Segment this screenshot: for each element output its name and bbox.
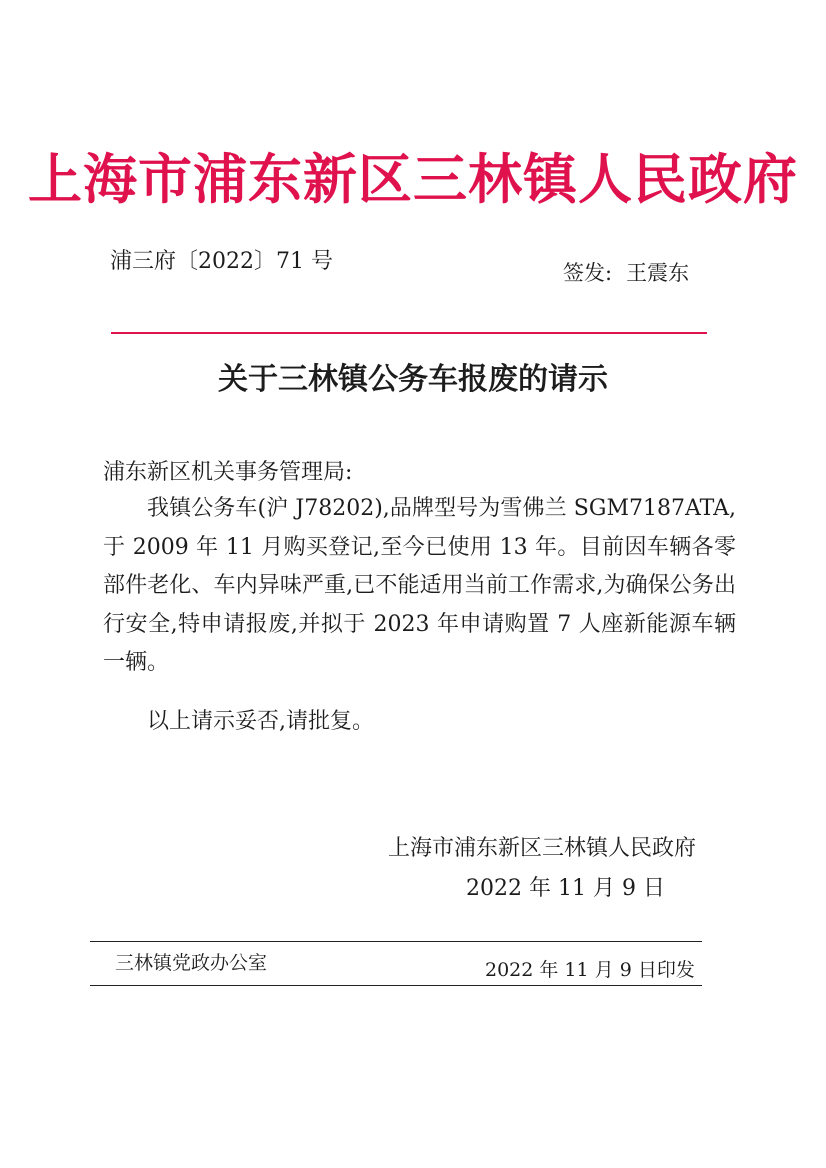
red-separator-line [111,332,707,334]
signer-name: 王震东 [626,261,690,285]
document-number: 浦三府〔2022〕71 号 [110,249,333,274]
issuing-office: 三林镇党政办公室 [115,952,268,974]
signature-date: 2022 年 11 月 9 日 [466,876,665,901]
signature-organization: 上海市浦东新区三林镇人民政府 [388,836,697,861]
signer-block [563,257,689,287]
footer-top-rule [90,941,702,942]
issuing-authority-title: 上海市浦东新区三林镇人民政府 [28,147,798,211]
recipient-salutation: 浦东新区机关事务管理局: [103,460,353,485]
closing-request: 以上请示妥否,请批复。 [147,709,374,734]
issue-date: 2022 年 11 月 9 日印发 [485,959,695,981]
footer-bottom-rule [90,985,702,986]
signer-label: 签发: [563,261,613,285]
document-title: 关于三林镇公务车报废的请示 [218,362,608,397]
body-paragraph: 我镇公务车(沪 J78202),品牌型号为雪佛兰 SGM7187ATA,于 2009 年 11 月购买登记,至今已使用 13 年。目前因车辆各零部件老化、车内异味严重,已不能适用当前工作需求,为确保公务出行安全,特申请报废,并拟于 2023 年申请购置 7 人座新能源车辆一辆。 [103,496,736,675]
body-text [103,490,736,683]
